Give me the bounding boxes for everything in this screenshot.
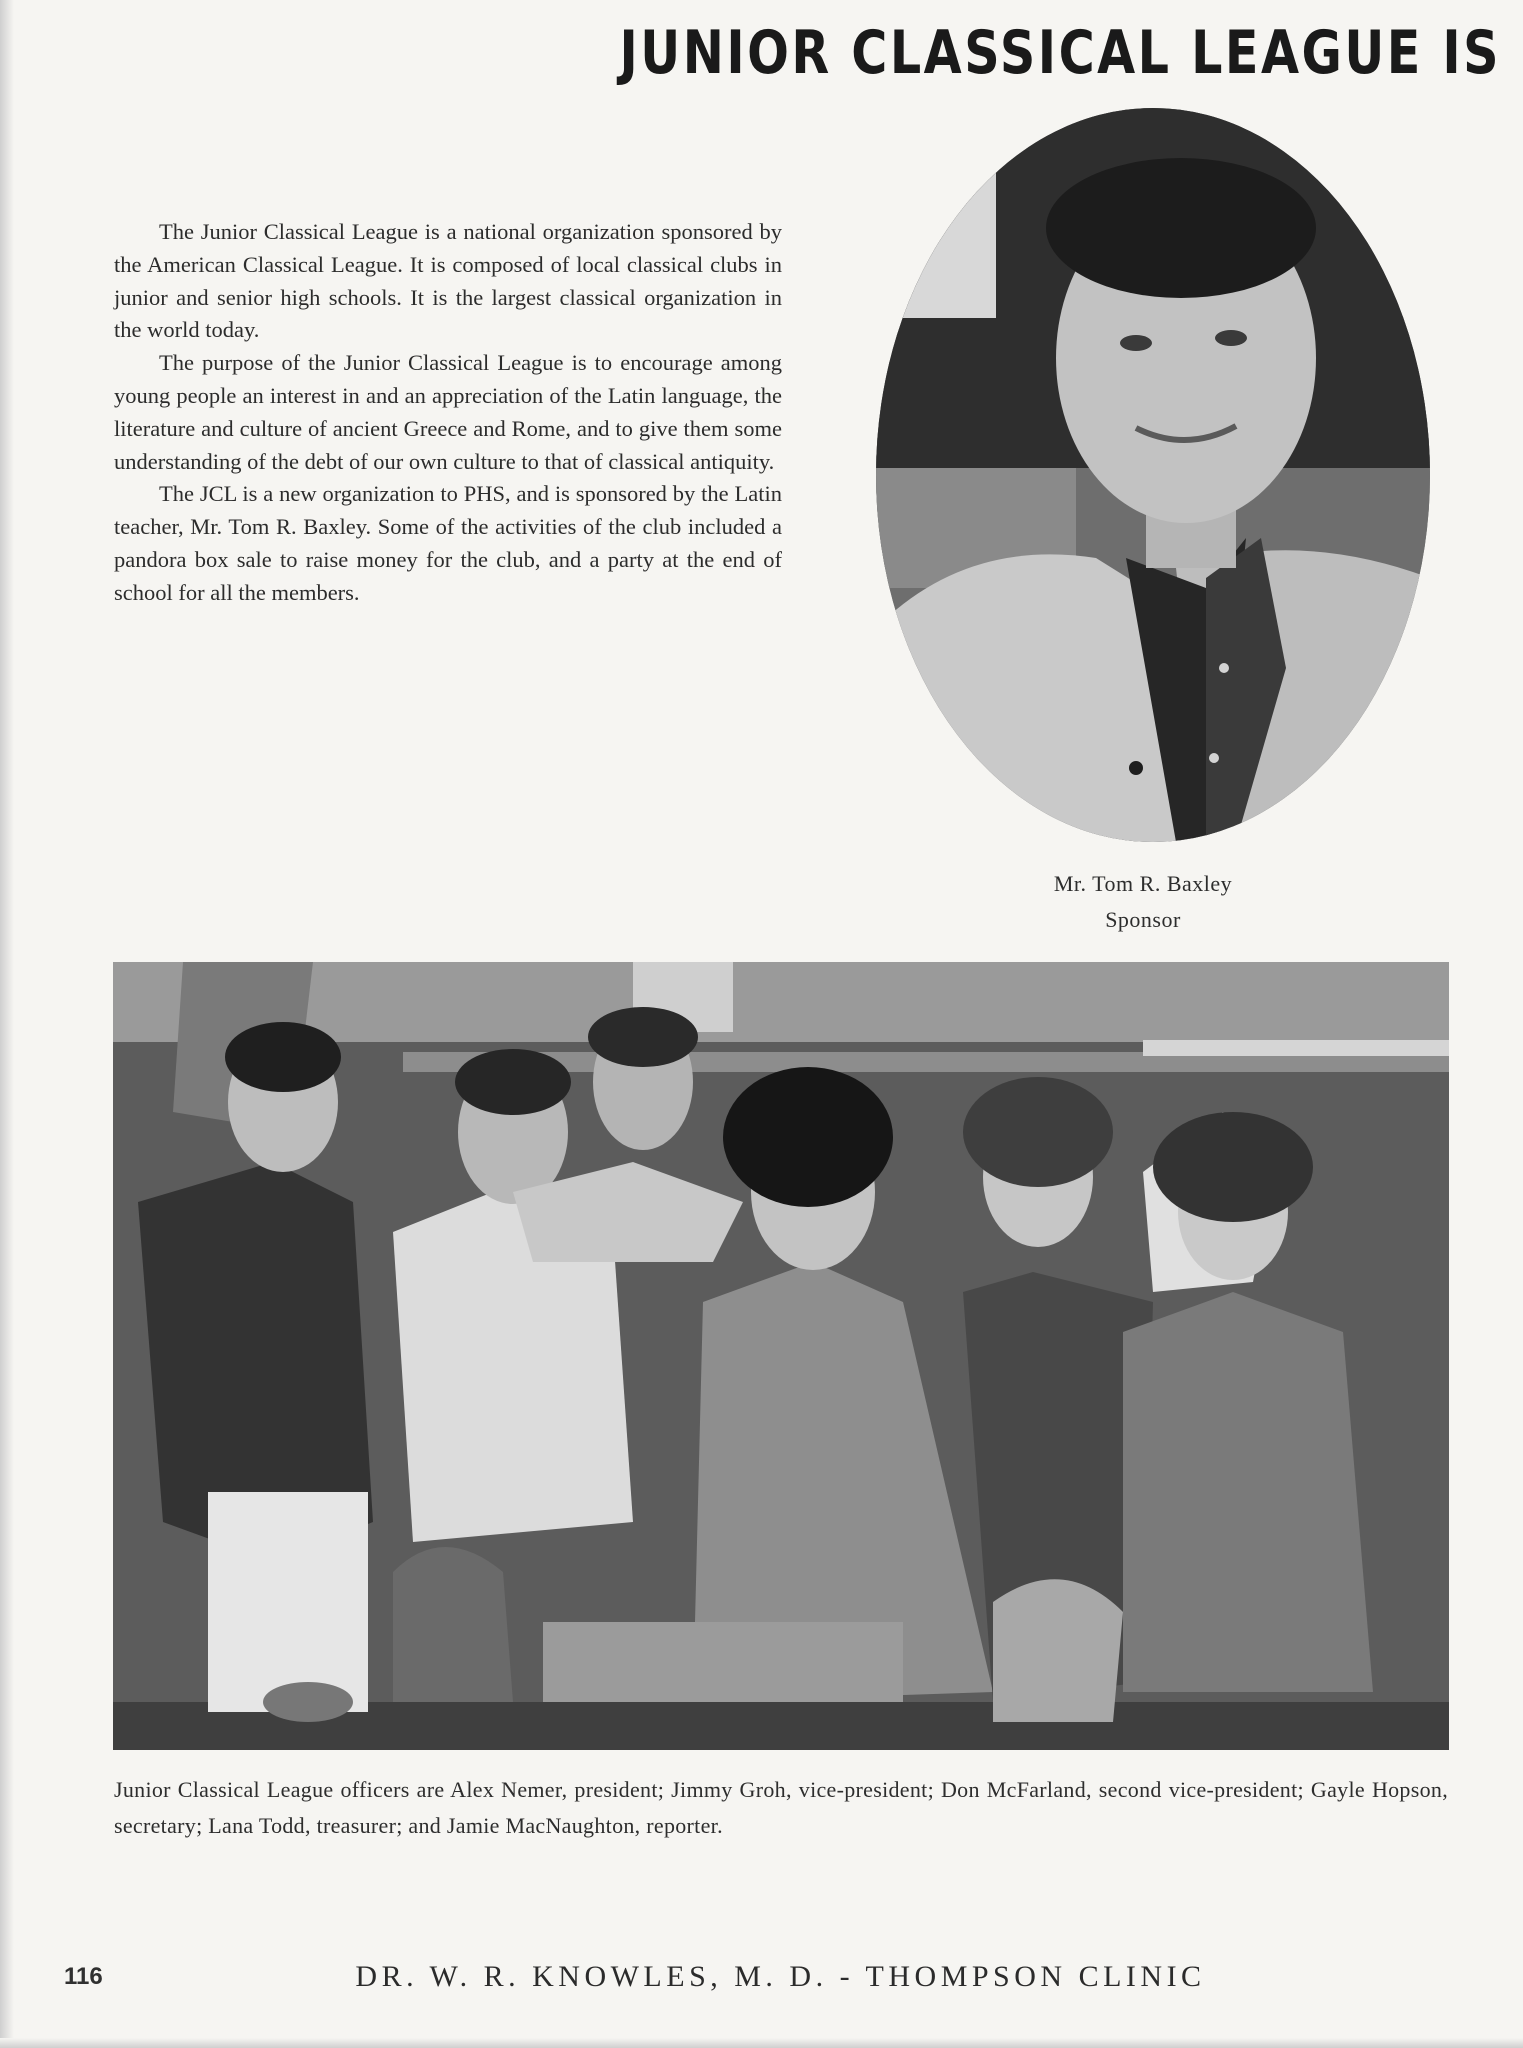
page-edge-bottom <box>0 2038 1523 2048</box>
sponsor-role: Sponsor <box>1105 907 1181 932</box>
article-body <box>114 216 782 610</box>
officers-group-photo <box>113 962 1449 1750</box>
page-headline: JUNIOR CLASSICAL LEAGUE IS <box>619 18 1501 88</box>
article-paragraph: The JCL is a new organization to PHS, and is sponsored by the Latin teacher, Mr. Tom R. Baxley. Some of the activities of the club included a pandora box sale to raise money for the club, and a party at the end of school for all the members. <box>114 481 782 605</box>
sponsor-name: Mr. Tom R. Baxley <box>1053 871 1233 896</box>
sponsor-advertisement: DR. W. R. KNOWLES, M. D. - THOMPSON CLINIC <box>355 1960 1206 1993</box>
article-paragraph: The Junior Classical League is a national organization sponsored by the American Classical League. It is composed of local classical clubs in junior and senior high schools. It is the largest classical organization in the world today. <box>114 219 782 343</box>
page-edge <box>0 0 14 2048</box>
portrait-caption <box>970 866 1316 938</box>
article-paragraph: The purpose of the Junior Classical League is to encourage among young people an interest in and an appreciation of the Latin language, the literature and culture of ancient Greece and Rome, and to give them some understanding of the debt of our own culture to that of classical antiquity. <box>114 350 782 474</box>
group-photo-caption: Junior Classical League officers are Alex Nemer, president; Jimmy Groh, vice-president; Don McFarland, second vice-president; Gayle Hopson, secretary; Lana Todd, treasurer; and Jamie MacNaughton, reporter. <box>114 1777 1448 1838</box>
page-number: 116 <box>64 1963 103 1990</box>
sponsor-portrait-photo <box>876 108 1430 842</box>
